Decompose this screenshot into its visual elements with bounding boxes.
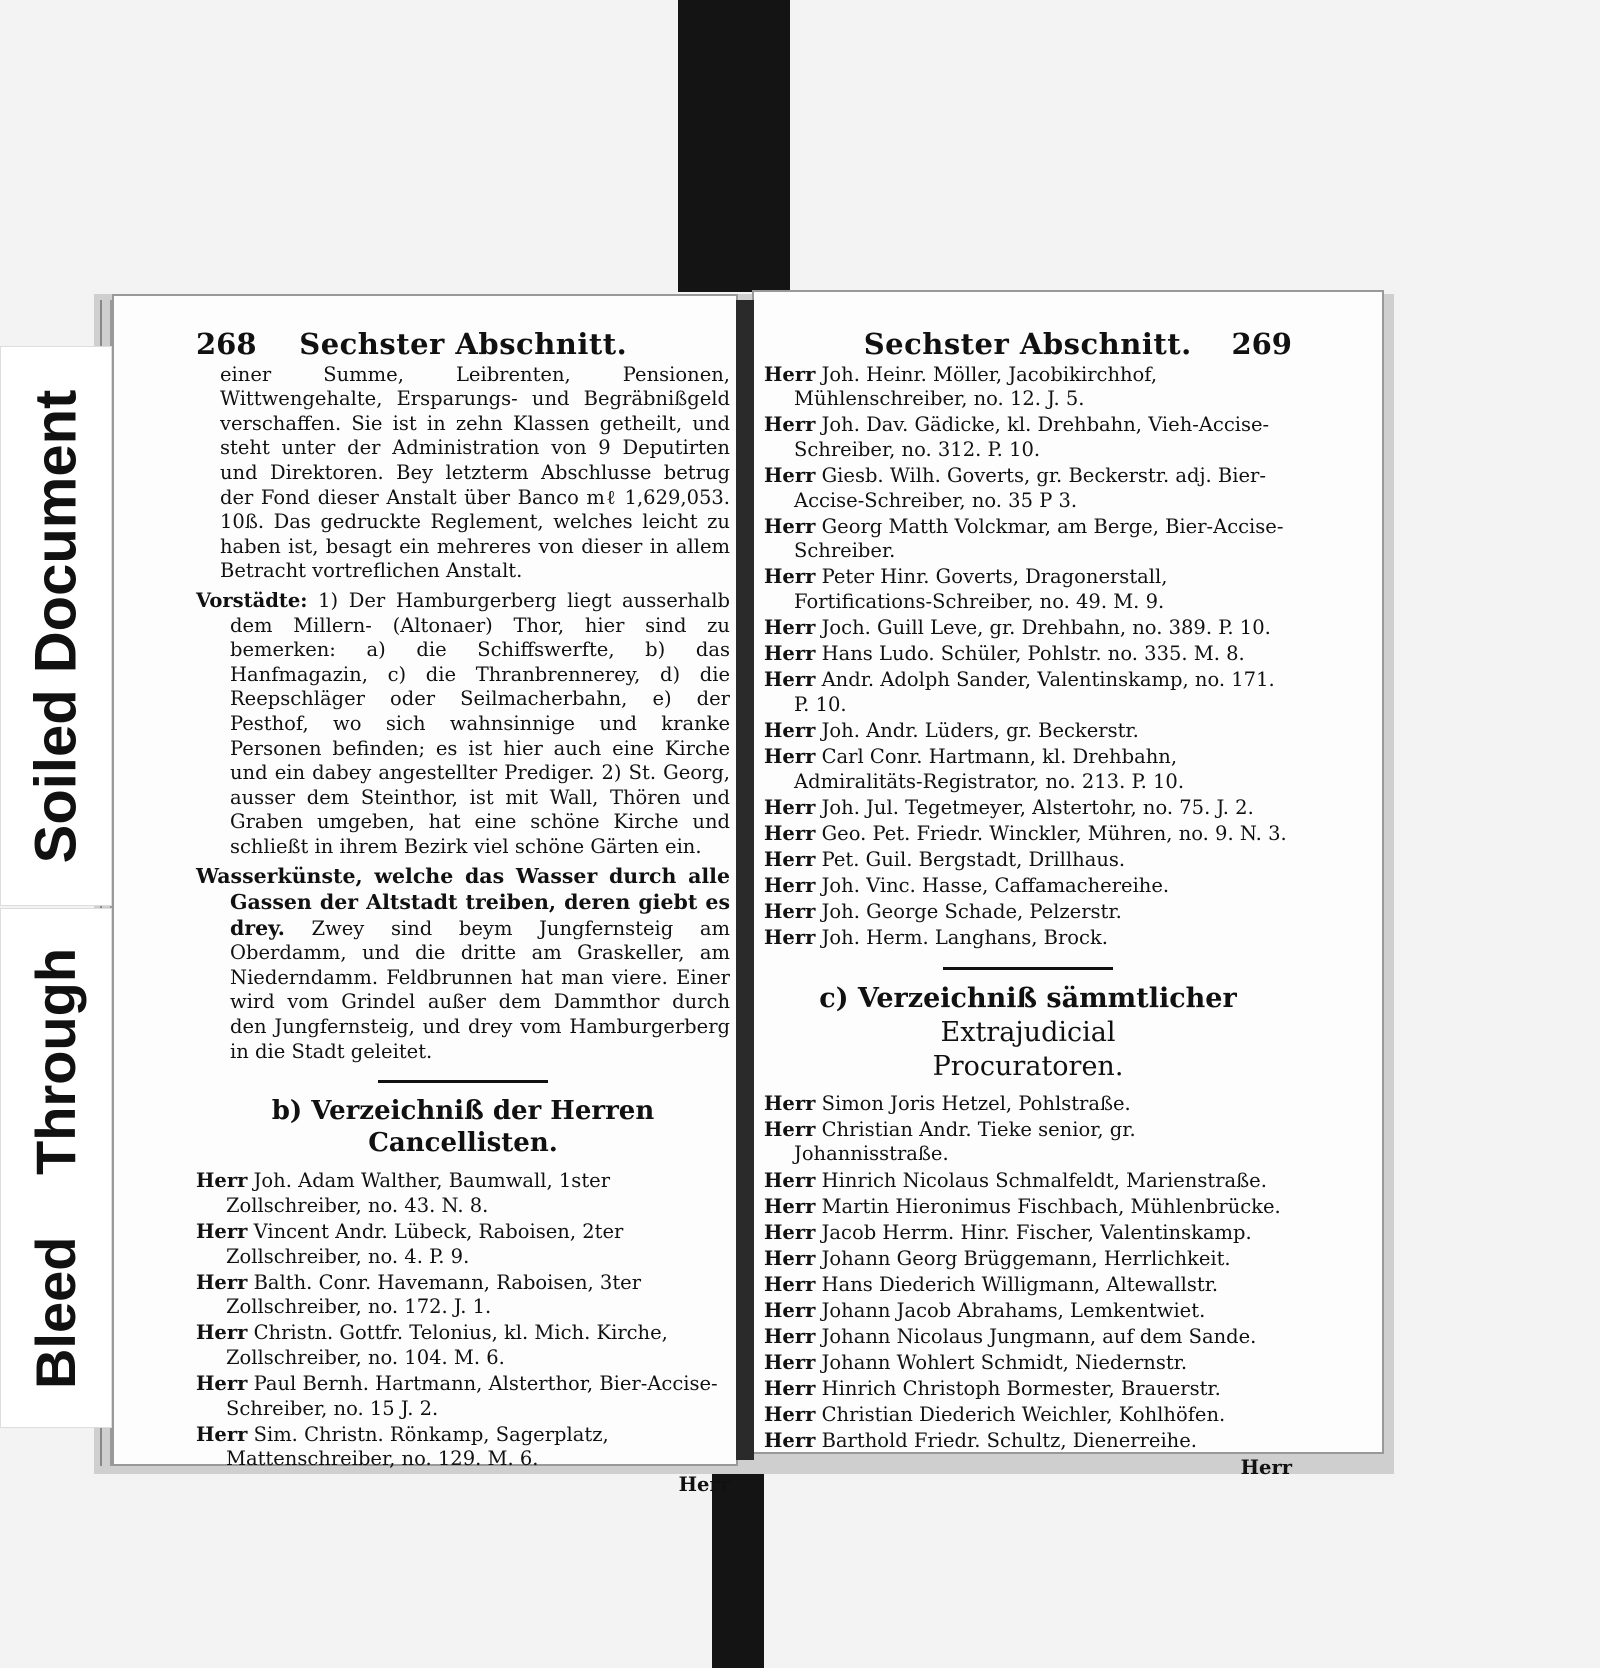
list-item: Herr Joh. Adam Walther, Baumwall, 1ster Zollschreiber, no. 43. N. 8. xyxy=(196,1169,611,1217)
vorstaedte-text: 1) Der Hamburgerberg liegt ausserhalb dem Millern- (Altonaer) Thor, hier sind zu bemerken: a) die Schiffswerfte, b) das Hanfmagazin, c) die Thranbrennerey, d) die Reepschläger oder Seilmacherbahn, e) der Pesthof, wo sich wahnsinnige und kranke Personen befinden; es ist hier auch eine Kirche und ein dabey angestellter Prediger. 2) St. Georg, ausser dem Steinthor, ist mit Wall, Thören und Graben umgeben, hat eine schöne Kirche und schließt in ihrem Bezirk viel schöne Gärten ein. xyxy=(230,588,730,858)
page-number: 268 xyxy=(196,327,257,361)
section-b-title: b) Verzeichniß der Herren Cancellisten. xyxy=(271,1096,655,1159)
list-item: Herr Barthold Friedr. Schultz, Dienerreihe. xyxy=(764,1429,1197,1453)
list-item: Herr Johann Georg Brüggemann, Herrlichkeit. xyxy=(764,1246,1231,1270)
wasser-paragraph xyxy=(196,864,730,1064)
list-item: Herr Joh. Vinc. Hasse, Caffamachereihe. xyxy=(764,873,1170,897)
list-item: Herr Andr. Adolph Sander, Valentinskamp, no. 171. P. 10. xyxy=(764,668,1275,716)
list-item: Herr Joh. George Schade, Pelzerstr. xyxy=(764,900,1122,924)
book-spine-top xyxy=(678,0,790,292)
list-item: Herr Christian Diederich Weichler, Kohlhöfen. xyxy=(764,1403,1226,1427)
list-item: Herr Joh. Jul. Tegetmeyer, Alstertohr, no. 75. J. 2. xyxy=(764,795,1254,819)
bleed-through-label xyxy=(0,908,112,1428)
right-page-header xyxy=(764,327,1292,361)
page-number: 269 xyxy=(1231,327,1292,361)
list-item: Herr Christian Andr. Tieke senior, gr. Johannisstraße. xyxy=(764,1117,1136,1166)
list-item: Herr Joh. Heinr. Möller, Jacobikirchhof, Mühlenschreiber, no. 12. J. 5. xyxy=(764,362,1158,411)
cancellisten-list xyxy=(196,1169,730,1472)
list-item: Herr Paul Bernh. Hartmann, Alsterthor, Bier-Accise-Schreiber, no. 15 J. 2. xyxy=(196,1371,718,1420)
list-item: Herr Joh. Dav. Gädicke, kl. Drehbahn, Vieh-Accise-Schreiber, no. 312. P. 10. xyxy=(764,413,1270,461)
list-item: Herr Carl Conr. Hartmann, kl. Drehbahn, Admiralitäts-Registrator, no. 213. P. 10. xyxy=(764,745,1185,793)
list-item: Herr Hinrich Christoph Bormester, Brauerstr. xyxy=(764,1377,1221,1401)
list-item: Herr Sim. Christn. Rönkamp, Sagerplatz, Mattenschreiber, no. 129. M. 6. xyxy=(196,1422,609,1471)
list-item: Herr Geo. Pet. Friedr. Winckler, Mühren, no. 9. N. 3. xyxy=(764,821,1287,845)
left-page-content xyxy=(196,327,730,1498)
list-item: Herr Simon Joris Hetzel, Pohlstraße. xyxy=(764,1091,1131,1115)
catchword: Herr xyxy=(678,1473,730,1497)
section-c-title: c) Verzeichniß sämmtlicher Extrajudicial Procuratoren. xyxy=(819,982,1237,1082)
vorstaedte-paragraph xyxy=(196,589,730,860)
list-item: Herr Georg Matth Volckmar, am Berge, Bier-Accise-Schreiber. xyxy=(764,514,1284,563)
list-item: Herr Peter Hinr. Goverts, Dragonerstall, Fortifications-Schreiber, no. 49. M. 9. xyxy=(764,565,1168,613)
list-item: Herr Vincent Andr. Lübeck, Raboisen, 2ter Zollschreiber, no. 4. P. 9. xyxy=(196,1219,624,1268)
list-item: Herr Pet. Guil. Bergstadt, Drillhaus. xyxy=(764,847,1126,871)
procuratoren-list xyxy=(764,1092,1292,1454)
soiled-document-text: Soiled Document xyxy=(23,389,89,863)
book-gutter xyxy=(736,300,754,1460)
vorstaedte-lead: Vorstädte: xyxy=(196,588,308,612)
section-divider xyxy=(378,1080,548,1083)
wasser-lead: Wasserkünste, welche das Wasser durch alle Gassen der Altstadt treiben, deren giebt es drey. xyxy=(196,864,730,940)
list-item: Herr Hinrich Nicolaus Schmalfeldt, Marienstraße. xyxy=(764,1168,1267,1192)
list-item: Herr Jacob Herrm. Hinr. Fischer, Valentinskamp. xyxy=(764,1220,1252,1244)
intro-paragraph: einer Summe, Leibrenten, Pensionen, Wittwengehalte, Ersparungs- und Begräbnißgeld verschaffen. Sie ist in zehn Klassen getheilt, und steht unter der Administration von 9 Deputirten und Direktoren. Bey letzterm Abschlusse betrug der Fond dieser Anstalt über Banco mℓ 1,629,053. 10ß. Das gedruckte Reglement, welches leicht zu haben ist, besagt ein mehreres von dieser in allem Betracht vortreflichen Anstalt. xyxy=(220,362,730,583)
list-item: Herr Balth. Conr. Havemann, Raboisen, 3ter Zollschreiber, no. 172. J. 1. xyxy=(196,1270,642,1319)
running-title: Sechster Abschnitt. xyxy=(299,327,628,361)
running-title: Sechster Abschnitt. xyxy=(863,327,1192,361)
officials-list xyxy=(764,363,1292,951)
bleed-through-text: Bleed Through xyxy=(24,947,88,1389)
list-item: Herr Giesb. Wilh. Goverts, gr. Beckerstr. adj. Bier-Accise-Schreiber, no. 35 P 3. xyxy=(764,463,1266,512)
list-item: Herr Joch. Guill Leve, gr. Drehbahn, no. 389. P. 10. xyxy=(764,616,1271,640)
right-page-content xyxy=(764,327,1292,1480)
list-item: Herr Christn. Gottfr. Telonius, kl. Mich. Kirche, Zollschreiber, no. 104. M. 6. xyxy=(196,1321,668,1369)
list-item: Herr Joh. Andr. Lüders, gr. Beckerstr. xyxy=(764,718,1139,742)
list-item: Herr Johann Wohlert Schmidt, Niedernstr. xyxy=(764,1351,1188,1375)
list-item: Herr Joh. Herm. Langhans, Brock. xyxy=(764,926,1108,950)
soiled-document-label xyxy=(0,346,112,906)
list-item: Herr Johann Nicolaus Jungmann, auf dem Sande. xyxy=(764,1325,1257,1349)
list-item: Herr Johann Jacob Abrahams, Lemkentwiet. xyxy=(764,1299,1206,1322)
list-item: Herr Hans Ludo. Schüler, Pohlstr. no. 335. M. 8. xyxy=(764,642,1245,666)
list-item: Herr Martin Hieronimus Fischbach, Mühlenbrücke. xyxy=(764,1194,1281,1218)
section-divider xyxy=(943,967,1113,970)
catchword: Herr xyxy=(1240,1455,1292,1479)
list-item: Herr Hans Diederich Willigmann, Altewallstr. xyxy=(764,1272,1219,1296)
left-page-header xyxy=(196,327,730,361)
wasser-text: Zwey sind beym Jungfernsteig am Oberdamm, und die dritte am Graskeller, am Niederndamm. Feldbrunnen hat man viere. Einer wird vom Grindel außer dem Dammthor durch den Jungfernsteig, und drey vom Hamburgerberg in die Stadt geleitet. xyxy=(230,916,730,1063)
